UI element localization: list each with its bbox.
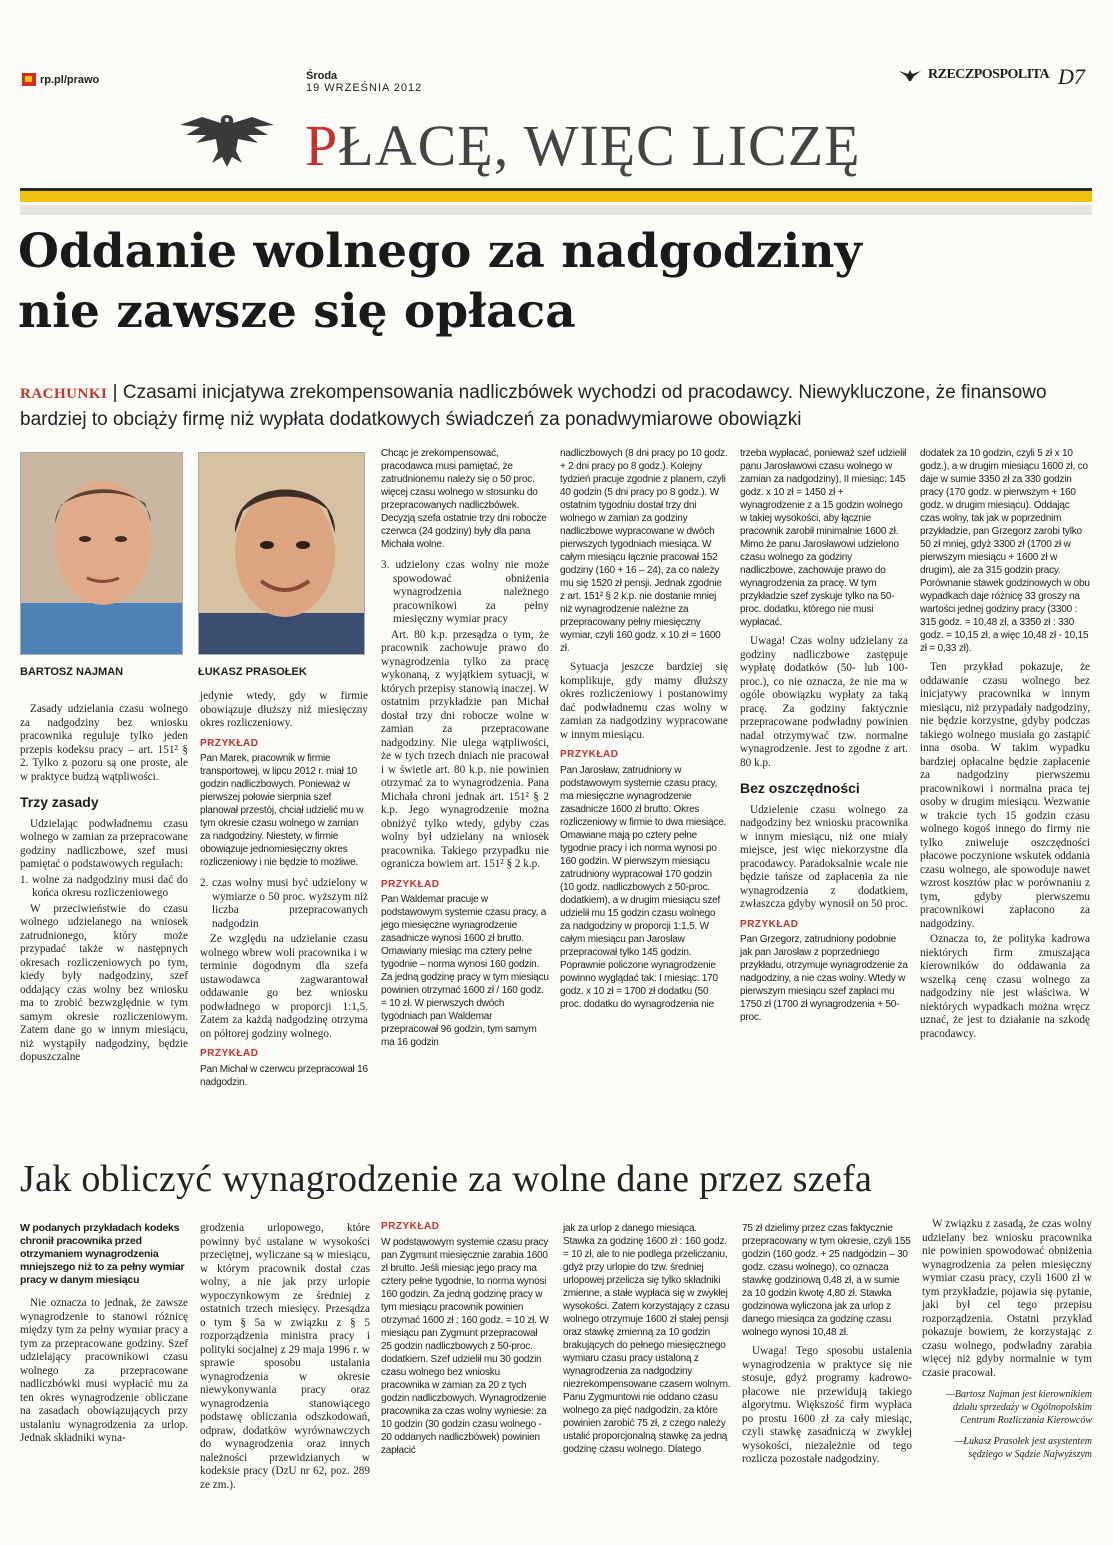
author-bio-najman: —Bartosz Najman jest kierownikiem działu sprzedaży w Ogólnopolskim Centrum Rozliczania Kierowców: [945, 1389, 1092, 1426]
second-subheadline: Jak obliczyć wynagrodzenie za wolne dane przez szefa: [20, 1158, 873, 1200]
article-column-4: [560, 447, 728, 1013]
page-number: D7: [1058, 64, 1085, 89]
example-text: Pan Jarosław, zatrudniony w podstawowym systemie czasu pracy, ma miesięczne wynagrodzenie zasadnicze 1600 zł brutto. Okres rozliczeniowy w firmie to dwa miesiące. Omawiane mają po cztery pełne tygodnie pracy i ich norma wynosi po 160 godzin. W pierwszym miesiącu zatrudniony wypracował 170 godzin (10 godz. nadliczbowych z 50-proc. dodatkiem), a w drugim miesiącu szef udzielił mu 15 godzin czasu wolnego za nadgodziny w proporcji 1:1,5. W całym miesiącu pan Jarosław przepracował tylko 145 godzin. Poprawnie policzone wynagrodzenie powinno wyglądać tak: I miesiąc: 170 godz. x 10 zł = 1700 zł dodatku (50 proc. dodatku do wynagrodzenia nie: [560, 764, 727, 1010]
intro-bold: W podanych przykładach kodeks chronił pracownika przed otrzymaniem wynagrodzenia mniejszego niż to za pełny wymiar pracy w danym miesiącu: [20, 1222, 185, 1286]
article-column-2: [200, 690, 368, 1091]
bottom-column-5: [742, 1222, 912, 1469]
section-title-rest: ŁACĘ, WIĘC LICZĘ: [338, 113, 861, 178]
site-name: rp.pl/prawo: [40, 73, 100, 86]
paragraph: Art. 80 k.p. przesądza o tym, że pracownik zachowuje prawo do wynagrodzenia tylko za pracę wykonaną, z wyjątkiem sytuacji, w których przepisy stanowią inaczej. W ostatnim przykładzie pan Michał dostał trzy dni robocze wolne w zamian za przepracowane nadgodziny. Nie ulega wątpliwości, że w tych trzech dniach nie pracował i w świetle art. 80 k.p. nie powinien otrzymać za to wynagrodzenia. Pana Michała chroni jednak art. 151² § 2 k.p. Jego wynagrodzenie można obniżyć tylko wtedy, gdyby czas wolny był udzielany na wniosek pracownika. Takiego przypadku nie ogranicza bowiem art. 151² § 2 k.p.: [381, 628, 549, 870]
bottom-column-1: [20, 1222, 188, 1448]
paragraph: grodzenia urlopowego, które powinny być ustalane w wysokości przeciętnej, wyliczane są w miesiącu, w którym pracownik dostał czas wolny, a nie jak przy urlopie wypoczynkowym ze średniej z ostatnich trzech miesięcy. Przesądza o tym § 5a w związku z § 5 rozporządzenia ministra pracy i polityki socjalnej z 29 maja 1996 r. w sprawie sposobu ustalania wynagrodzenia w okresie niewykonywania pracy oraz wynagrodzenia stanowiącego podstawę obliczania odszkodowań, odpraw, dodatków wyrównawczych do wynagrodzenia oraz innych należności przewidzianych w kodeksie pracy (DzU nr 62, poz. 289 ze zm.).: [200, 1222, 370, 1491]
example-text: dodatek za 10 godzin, czyli 5 zł x 10 godz.), a w drugim miesiącu 1600 zł, co daje w sumie 3350 zł za 330 godzin pracy (170 godz. w pierwszym + 160 godz. w drugim miesiącu). Oddając czas wolny, tak jak w poprzednim przykładzie, pan Grzegorz zarobi tylko 50 zł mniej, gdyż 3300 zł (1700 zł w pierwszym miesiącu + 1600 zł w drugim), ale za 315 godzin pracy. Porównanie stawek godzinowych w obu wypadkach daje różnicę 33 groszy na wartości jednej godziny pracy (3300 : 315 godz. = 10,48 zł, a 3350 zł : 330 godz. = 10,15 zł, a więc 10,48 zł - 10,15 zł = 0,33 zł).: [920, 448, 1090, 654]
paragraph: Zasady udzielania czasu wolnego za nadgodziny bez wniosku pracownika reguluje tylko jeden przepis kodeksu pracy – art. 151² § 2. Tylko z pozoru są one proste, ale w praktyce budzą wątpliwości.: [20, 703, 188, 783]
author-caption-1: BARTOSZ NAJMAN: [20, 666, 124, 678]
yellow-divider: [20, 188, 1092, 202]
paragraph: Uwaga! Czas wolny udzielany za godziny nadliczbowe zastępuje wypłatę dodatków (50- lub 100-proc.), co nie oznacza, że nie ma w ogóle obowiązku wypłaty za taką pracę. Za godziny faktycznie przepracowane podwładny powinien nadal otrzymywać tzw. normalne wynagrodzenie. Jest to zgodne z art. 80 k.p.: [740, 635, 908, 769]
example-tag: PRZYKŁAD: [560, 749, 619, 760]
paragraph: Oznacza to, że polityka kadrowa niektórych firm zmuszająca kierowników do oddawania za wszelką cenę czasu wolnego za nadgodziny nie jest właściwa. W niektórych wypadkach można wręcz uznać, że jest to działanie na szkodę pracodawcy.: [920, 933, 1090, 1040]
rule-item-3: 3. udzielony czas wolny nie może spowodować obniżenia wynagrodzenia należnego pracownikowi za pełny miesięczny wymiar pracy: [381, 559, 549, 625]
kicker-separator: |: [112, 382, 123, 403]
paragraph: Ten przykład pokazuje, że oddawanie czasu wolnego bez inicjatywy pracownika w innym miesiącu, niż przypadały nadgodziny, nie będzie korzystne, gdyby podczas takiego wolnego musiała go zastąpić inna osoba. W takim wypadku bardziej opłacalne będzie zapłacenie za nadgodziny pierwszemu pracownikowi i normalna praca tej osoby w drugim miesiącu. Wezwanie w trakcie tych 15 godzin czasu wolnego kogoś innego do firmy nie tylko zniweluje oszczędności płacowe poczynione wskutek oddania czasu wolnego, ale spowoduje nawet wzrost kosztów płac w porównaniu z tym, gdyby pierwszemu pracownikowi zapłacono za nadgodziny.: [920, 661, 1090, 930]
eagle-small-icon: [898, 68, 922, 82]
paragraph: Ze względu na udzielanie czasu wolnego wbrew woli pracownika i w terminie dogodnym dla szefa ustawodawca zagwarantował oddawanie go bez wniosku podwładnego w proporcji 1:1,5. Zatem za każdą nadgodzinę otrzyma on półtorej godziny wolnego.: [200, 933, 368, 1040]
lead-paragraph: [20, 380, 1090, 433]
paragraph: Uwaga! Tego sposobu ustalenia wynagrodzenia w praktyce się nie stosuje, gdyż programy kadrowo-płacowe nie przewidują takiego algorytmu. Większość firm wypłaca po prostu 1600 zł za cały miesiąc, czyli stawkę zasadniczą w zwykłej wysokości, niezależnie od tego rozlicza pozostałe nadgodziny.: [742, 1345, 912, 1465]
paragraph: Udzielając podwładnemu czasu wolnego w zamian za przepracowane godziny nadliczbowe, szef musi pamiętać o podstawowych regułach:: [20, 817, 188, 870]
issue-date-text: 19 WRZEŚNIA 2012: [306, 82, 423, 94]
example-tag: PRZYKŁAD: [740, 918, 799, 930]
author-caption-2: ŁUKASZ PRASOŁEK: [198, 666, 307, 678]
example-tag: PRZYKŁAD: [200, 1048, 259, 1059]
author-photo-najman: [20, 452, 183, 655]
section-title-initial: P: [305, 113, 339, 178]
example-text: 75 zł dzielimy przez czas faktycznie przepracowany w tym okresie, czyli 155 godzin (160 godz. + 25 nadgodzin – 30 godz. czasu wolnego), co oznacza stawkę godzinową 0,48 zł, a w sumie za 10 godzin kwotę 4,80 zł. Stawka godzinowa wyliczona jak za urlop z danego miesiąca za godzinę czasu wolnego wynosi 10,48 zł.: [742, 1223, 911, 1338]
example-text: Pan Michał w czerwcu przepracował 16 nadgodzin.: [200, 1063, 368, 1088]
example-text: nadliczbowych (8 dni pracy po 10 godz. + 2 dni pracy po 8 godz.). Kolejny tydzień pracuje zgodnie z planem, czyli 40 godzin (5 dni pracy po 8 godz.). W ostatnim tygodniu dostał trzy dni wolnego w zamian za godziny nadliczbowe wypracowane w dwóch pierwszych tygodniach miesiąca. W całym miesiącu łącznie pracował 152 godziny (160 + 16 – 24), za co należy mu się 1520 zł pensji. Jednak zgodnie z art. 151² § 2 k.p. nie dostanie mniej niż wynagrodzenie należne za przepracowany pełny miesięczny wymiar, czyli 160 godz. x 10 zł = 1600 zł.: [560, 448, 728, 654]
rule-item-1: 1. wolne za nadgodziny musi dać do końca okresu rozliczeniowego: [20, 873, 188, 899]
article-column-3: [381, 447, 549, 1051]
example-tag: PRZYKŁAD: [381, 878, 440, 890]
example-text: Pan Grzegorz, zatrudniony podobnie jak pan Jarosław z poprzedniego przykładu, otrzymuje wynagrodzenie za nadgodziny, a nie czas wolny. Wtedy w pierwszym miesiącu szef zapłaci mu 1750 zł (1700 zł wynagrodzenia + 50-proc.: [740, 934, 908, 1023]
article-column-1: [20, 703, 188, 1067]
article-column-5: [740, 447, 908, 1026]
eagle-emblem-icon: [172, 107, 282, 169]
site-logo[interactable]: [22, 73, 99, 86]
section-title: [305, 112, 861, 179]
headline-line-2: nie zawsze się opłaca: [18, 284, 576, 339]
subheading-three-rules: Trzy zasady: [20, 794, 99, 810]
author-bio-prasolek: —Łukasz Prasołek jest asystentem sędziego w Sądzie Najwyższym: [954, 1436, 1092, 1460]
bottom-column-4: [563, 1222, 731, 1458]
issue-date: [306, 70, 422, 94]
bleed-through-strip: [20, 205, 1092, 215]
issue-day: Środa: [306, 70, 338, 82]
rule-item-2: 2. czas wolny musi być udzielony w wymiarze o 50 proc. wyższym niż liczba przepracowanych nadgodzin: [200, 877, 368, 930]
example-tag: PRZYKŁAD: [200, 737, 259, 749]
headline: [18, 222, 862, 342]
paragraph: Nie oznacza to jednak, że zawsze wynagrodzenie to stanowi różnicę między tym za pełny wymiar pracy a tym za przepracowane godziny. Szef udzielający pracownikowi czasu wolnego za przepracowane nadliczbówki musi wypłacić mu za ten okres wynagrodzenie obliczane na zasadach obowiązujących przy ustalaniu wynagrodzenia za urlop. Jednak składniki wyna-: [20, 1297, 188, 1444]
article-column-6: [920, 447, 1090, 1043]
example-text: trzeba wypłacać, ponieważ szef udzielił panu Jarosławowi czasu wolnego w zamian za nadgodziny), II miesiąc: 145 godz. x 10 zł = 1450 zł + wynagrodzenie z a 15 godzin wolnego w takiej wysokości, aby łącznie pracownik zarobił minimalnie 1600 zł. Mimo że panu Jarosławowi udzielono czasu wolnego za godziny nadliczbowe, zachowuje prawo do wynagrodzenia za pracę. W tym przykładzie szef zyskuje tylko na 50-proc. dodatku, którego nie musi wypłacać.: [740, 448, 907, 628]
rp-logo-icon: [22, 73, 36, 86]
bottom-column-2: [200, 1222, 370, 1494]
example-text: Pan Waldemar pracuje w podstawowym systemie czasu pracy, a jego miesięczne wynagrodzenie zasadnicze wynosi 1600 zł brutto. Omawiany miesiąc ma cztery pełne tygodnie – norma wynosi 160 godzin. Za jedną godzinę pracy w tym miesiącu powinien otrzymać 1600 zł / 160 godz. = 10 zł. W pierwszych dwóch tygodniach pan Waldemar przepracował 96 godzin, tym samym ma 16 godzin: [381, 894, 549, 1048]
author-photo-prasolek: [198, 452, 365, 655]
paragraph: Sytuacja jeszcze bardziej się komplikuje, gdy mamy dłuższy okres rozliczeniowy i postanowimy dać podwładnemu czas wolny w zamian za nadgodziny wypracowane w innym miesiącu.: [560, 661, 728, 741]
bottom-column-3: [381, 1218, 549, 1459]
newspaper-brand: [898, 67, 1049, 83]
example-tag: PRZYKŁAD: [381, 1221, 440, 1232]
paragraph: W związku z zasadą, że czas wolny udzielany bez wniosku pracownika nie powinien spowodować obniżenia wynagrodzenia za pełen miesięczny wymiar czasu pracy, czyli 1600 zł w tym przykładzie, pojawia się pytanie, jaki był cel tego przepisu rozporządzenia. Ostatni przykład pokazuje bowiem, że korzystając z czasu wolnego, podwładny zarabia więcej niż gdyby normalnie w tym czasie pracował.: [922, 1218, 1092, 1379]
paragraph: jedynie wtedy, gdy w firmie obowiązuje dłuższy niż miesięczny okres rozliczeniowy.: [200, 690, 368, 729]
bottom-column-6: [922, 1218, 1092, 1463]
example-text: Pan Marek, pracownik w firmie transportowej, w lipcu 2012 r. miał 10 godzin nadliczbowych. Ponieważ w pierwszej połowie sierpnia szef planował przestój, chciał udzielić mu w tym okresie czasu wolnego w zamian za nadgodziny. Niestety, w firmie obowiązuje jednomiesięczny okres rozliczeniowy i nie będzie to możliwe.: [200, 753, 364, 868]
lead-kicker: RACHUNKI: [20, 386, 108, 402]
paragraph: W przeciwieństwie do czasu wolnego udzielanego na wniosek zatrudnionego, który może przypadać także w następnych okresach rozliczeniowych po tym, kiedy były nadgodziny, szef oddający czas wolny bez wniosku ma to zrobić bezwzględnie w tym samym okresie rozliczeniowym. Zatem dane go w innym miesiącu, niż wystąpiły nadgodziny, będzie dopuszczalne: [20, 902, 188, 1063]
headline-line-1: Oddanie wolnego za nadgodziny: [18, 224, 862, 279]
lead-text: Czasami inicjatywa zrekompensowania nadliczbówek wychodzi od pracodawcy. Niewykluczone, że finansowo bardziej to obciąży firmę niż wypłata dodatkowych świadczeń za ponadwymiarowe obowiązki: [20, 382, 1047, 430]
example-text: Chcąc je zrekompensować, pracodawca musi pamiętać, że zatrudnionemu należy się o 50 proc. więcej czasu wolnego w stosunku do przepracowanych nadliczbówek. Decyzją szefa ostatnie trzy dni robocze czerwca (24 godziny) były dla pana Michała wolne.: [381, 448, 547, 550]
example-text: W podstawowym systemie czasu pracy pan Zygmunt miesięcznie zarabia 1600 zł brutto. Jeśli miesiąc jego pracy ma cztery pełne tygodnie, to norma wynosi 160 godzin. Za jedną godzinę pracy w tym miesiącu pracownik powinien otrzymać 1600 zł : 160 godz. = 10 zł. W miesiącu pan Zygmunt przepracował 25 godzin nadliczbowych z 50-proc. dodatkiem. Szef udzielił mu 30 godzin czasu wolnego bez wniosku pracownika w zamian za 20 z tych godzin nadliczbowych. Wynagrodzenie pracownika za czas wolny wyniesie: za 10 godzin (30 godzin czasu wolnego - 20 oddanych nadliczbówek) powinien zapłacić: [381, 1236, 549, 1456]
subheading-no-savings: Bez oszczędności: [740, 780, 860, 796]
paragraph: Udzielenie czasu wolnego za nadgodziny bez wniosku pracownika w innym miesiącu, niż one miały miejsce, jest więc niekorzystne dla pracodawcy. Paradoksalnie wcale nie będzie tańsze od zapłacenia za nie wynagrodzenia z dodatkiem, zwłaszcza gdyby wynosił on 50 proc.: [740, 803, 908, 910]
example-text: jak za urlop z danego miesiąca. Stawka za godzinę 1600 zł : 160 godz. = 10 zł, ale to nie podlega przeliczaniu, gdyż przy urlopie do tzw. średniej urlopowej przelicza się tylko składniki zmienne, a stałe wypłaca się w zwykłej wysokości. Zatem korzystający z czasu wolnego otrzymuje 1600 zł stałej pensji oraz stawkę zmienną za 10 godzin brakujących do pełnego miesięcznego wymiaru czasu pracy ustaloną z wynagrodzenia za nadgodziny niezrekompensowane czasem wolnym. Panu Zygmuntowi nie oddano czasu wolnego za pięć nadgodzin, za które powinien zarobić 75 zł, z czego należy ustalić proporcjonalną stawkę za jedną godzinę czasu wolnego. Dlatego: [563, 1223, 731, 1455]
brand-name: RZECZPOSPOLITA: [928, 67, 1050, 82]
